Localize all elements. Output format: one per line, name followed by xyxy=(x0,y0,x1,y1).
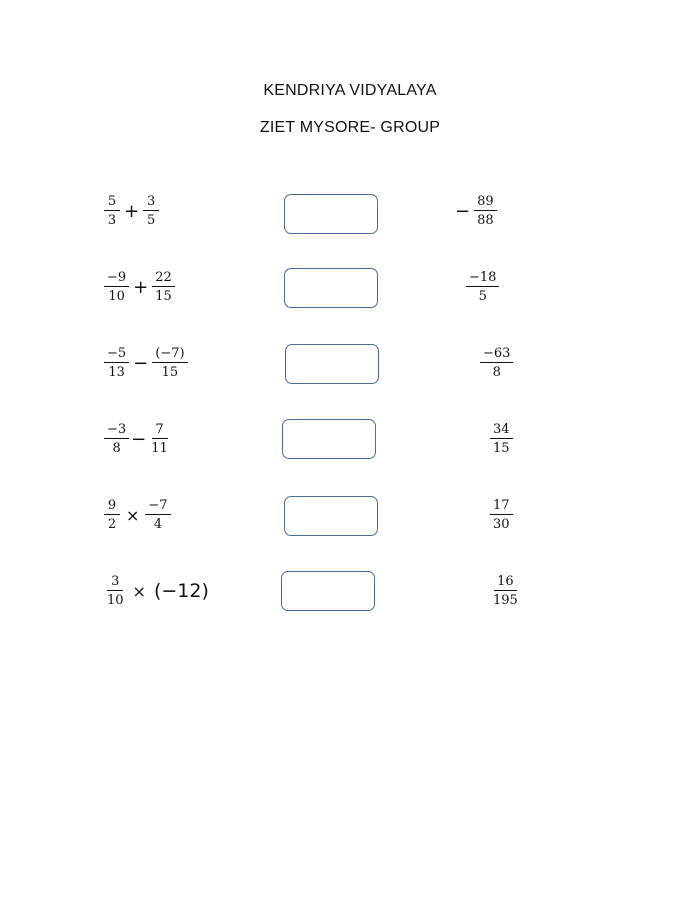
parenthesized-number: (−12) xyxy=(153,580,209,602)
problem-expression xyxy=(104,262,175,312)
answer-option xyxy=(490,414,513,464)
problem-expression xyxy=(104,414,171,464)
answer-option xyxy=(490,490,513,540)
fraction: $\frac{-63}{8}$ xyxy=(480,347,513,379)
answer-option xyxy=(466,262,499,312)
answer-option xyxy=(490,566,521,616)
operator: × xyxy=(126,505,140,525)
fraction: $\frac{3}{5}$ xyxy=(143,195,159,227)
operator: − xyxy=(131,428,147,450)
answer-option xyxy=(480,338,513,388)
answer-option xyxy=(455,186,497,236)
negative-sign: − xyxy=(455,200,471,222)
fraction: $\frac{34}{15}$ xyxy=(490,423,513,455)
answer-input-box[interactable] xyxy=(284,496,378,536)
problem-expression xyxy=(104,338,188,388)
fraction: $\frac{17}{30}$ xyxy=(490,499,513,531)
fraction: $\frac{-9}{10}$ xyxy=(104,271,129,303)
problem-expression xyxy=(104,490,171,540)
fraction: $\frac{16}{195}$ xyxy=(493,574,518,608)
fraction: $\frac{9}{2}$ xyxy=(104,499,120,531)
answer-input-box[interactable] xyxy=(281,571,375,611)
school-name: KENDRIYA VIDYALAYA xyxy=(263,82,437,99)
fraction: $\frac{3}{10}$ xyxy=(107,574,124,608)
answer-input-box[interactable] xyxy=(284,268,378,308)
problem-expression xyxy=(104,186,159,236)
answer-input-box[interactable] xyxy=(285,344,379,384)
fraction: $\frac{7}{11}$ xyxy=(151,422,168,456)
fraction: $\frac{-7}{4}$ xyxy=(145,499,170,531)
group-name: ZIET MYSORE- GROUP xyxy=(259,119,441,136)
fraction: $\frac{-5}{13}$ xyxy=(104,347,129,379)
answer-input-box[interactable] xyxy=(282,419,376,459)
fraction: $\frac{5}{3}$ xyxy=(104,195,120,227)
operator: − xyxy=(133,352,149,374)
problem-expression xyxy=(104,566,209,616)
operator: + xyxy=(124,200,140,222)
operator: × xyxy=(132,581,146,601)
fraction: $\frac{89}{88}$ xyxy=(474,195,497,227)
fraction: $\frac{-3}{8}$ xyxy=(104,423,129,455)
operator: + xyxy=(133,276,149,298)
fraction: $\frac{(-7)}{15}$ xyxy=(152,347,187,379)
answer-input-box[interactable] xyxy=(284,194,378,234)
fraction: $\frac{-18}{5}$ xyxy=(466,271,499,303)
fraction: $\frac{22}{15}$ xyxy=(152,271,175,303)
